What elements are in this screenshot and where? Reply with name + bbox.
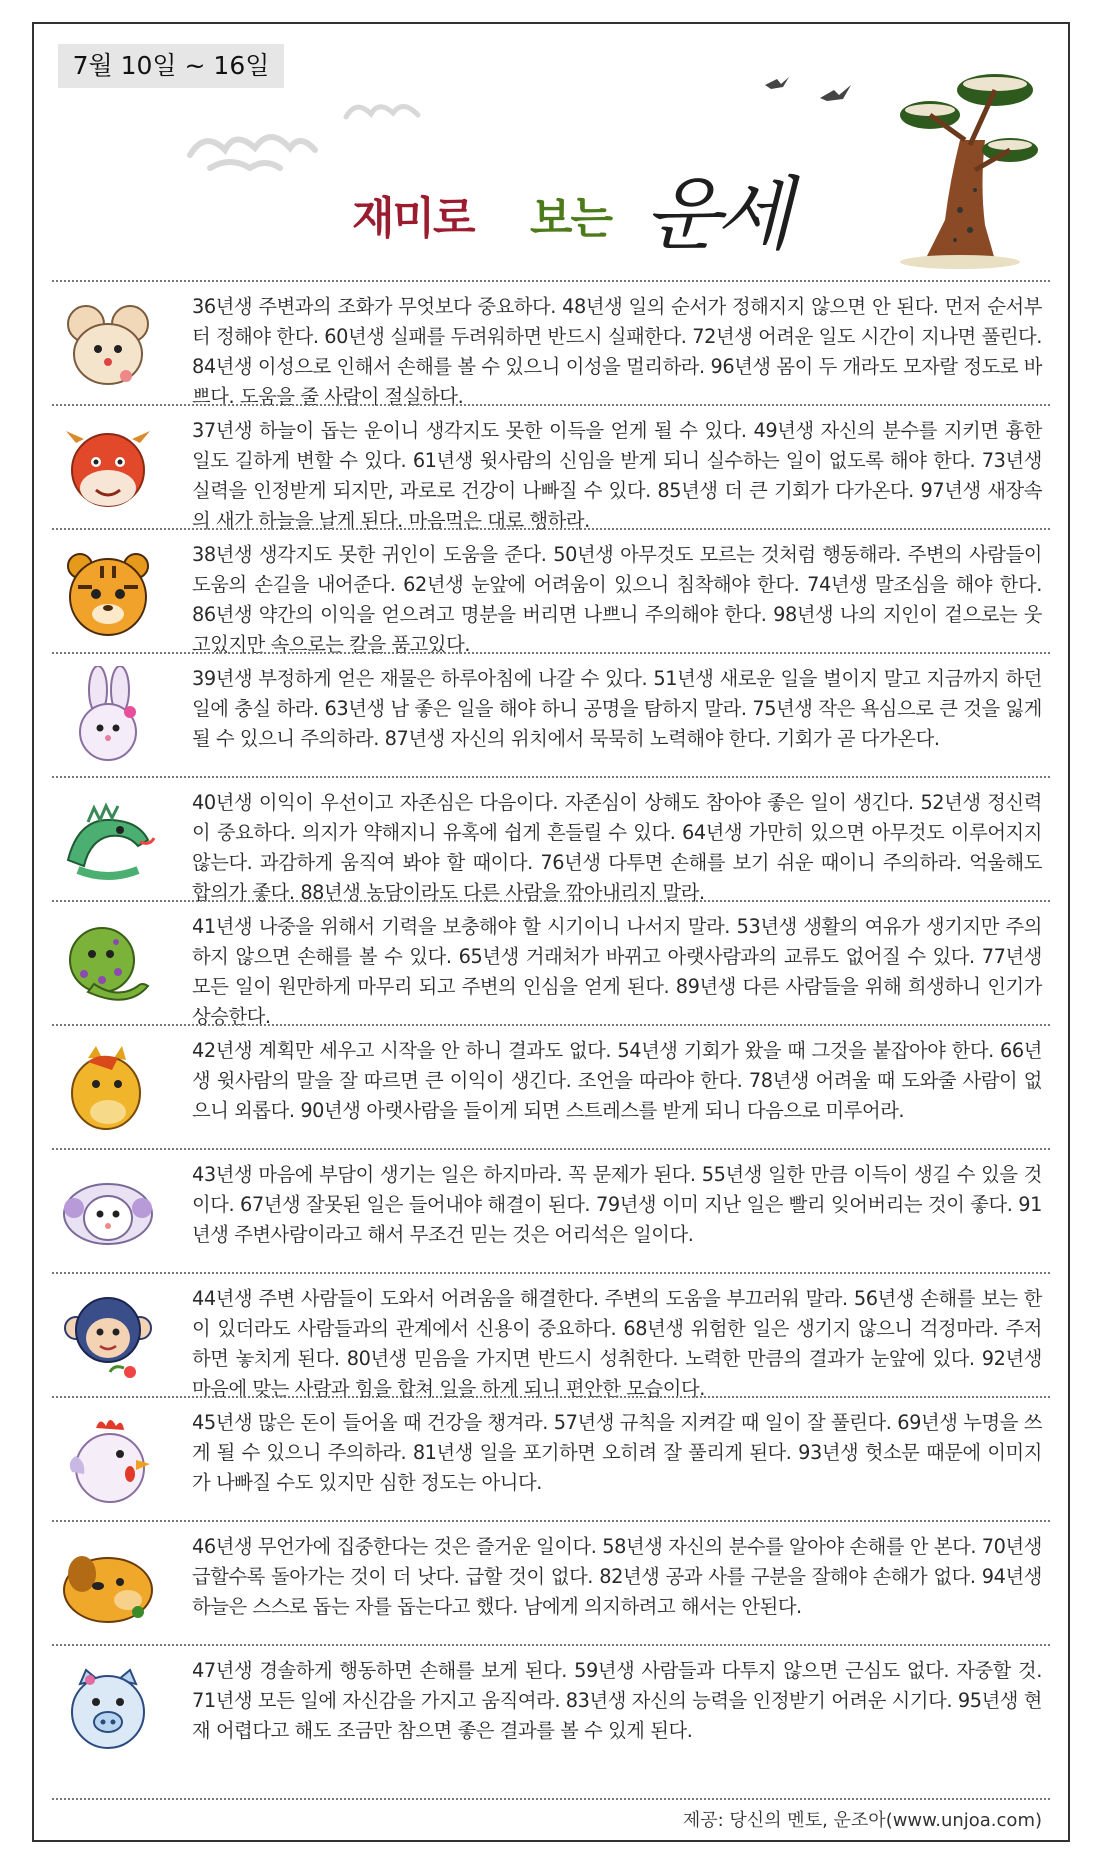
- sheep-icon: [58, 1162, 158, 1262]
- fortune-row-rat: [52, 280, 1050, 408]
- title-part-3: 운세: [644, 168, 787, 261]
- title-part-2: 보는: [530, 193, 612, 244]
- fortune-text: 43년생 마음에 부담이 생기는 일은 하지마라. 꼭 문제가 된다. 55년생 일한 만큼 이득이 생길 수 있을 것이다. 67년생 잘못된 일은 들어내야 해결이 된다. 79년생 이미 지난 일은 빨리 잊어버리는 것이 좋다. 91년생 주변사람이라고 해서 무조건 믿는 것은 어리석은 일이다.: [192, 1163, 1042, 1246]
- fortune-text: 47년생 경솔하게 행동하면 손해를 보게 된다. 59년생 사람들과 다투지 않으면 근심도 없다. 자중할 것. 71년생 모든 일에 자신감을 가지고 움직여라. 83년생 자신의 능력을 인정받기 어려운 시기다. 95년생 현재 어렵다고 해도 조금만 참으면 좋은 결과를 볼 수 있게 된다.: [192, 1659, 1042, 1742]
- fortune-row-dragon: [52, 776, 1050, 904]
- birds-icon: [760, 70, 870, 110]
- fortune-row-ox: [52, 404, 1050, 532]
- fortune-text: 42년생 계획만 세우고 시작을 안 하니 결과도 없다. 54년생 기회가 왔을 때 그것을 붙잡아야 한다. 66년생 윗사람의 말을 잘 따르면 큰 이익이 생긴다. 조언을 따라야 한다. 78년생 어려울 때 도와줄 사람이 없으니 외롭다. 90년생 아랫사람을 들이게 되면 스트레스를 받게 되니 다음으로 미루어라.: [192, 1039, 1042, 1122]
- fortune-text: 36년생 주변과의 조화가 무엇보다 중요하다. 48년생 일의 순서가 정해지지 않으면 안 된다. 먼저 순서부터 정해야 한다. 60년생 실패를 두려워하면 반드시 실패한다. 72년생 어려운 일도 시간이 지나면 풀린다. 84년생 이성으로 인해서 손해를 볼 수 있으니 이성을 멀리하라. 96년생 몸이 두 개라도 모자랄 정도로 바쁘다. 도움을 줄 사람이 절실하다.: [192, 295, 1042, 408]
- monkey-icon: [58, 1286, 158, 1386]
- pig-icon: [58, 1658, 158, 1758]
- fortune-row-rooster: [52, 1396, 1050, 1520]
- credit-text: 제공: 당신의 멘토, 운조아(www.unjoa.com): [682, 1810, 1042, 1831]
- fortune-row-horse: [52, 1024, 1050, 1148]
- dog-icon: [58, 1534, 158, 1634]
- fortune-text: 45년생 많은 돈이 들어올 때 건강을 챙겨라. 57년생 규칙을 지켜갈 때 일이 잘 풀린다. 69년생 누명을 쓰게 될 수 있으니 주의하라. 81년생 일을 포기하면 오히려 잘 풀리게 된다. 93년생 헛소문 때문에 이미지가 나빠질 수도 있지만 심한 정도는 아니다.: [192, 1411, 1042, 1494]
- fortune-list: [52, 280, 1050, 1768]
- rat-icon: [58, 294, 158, 394]
- fortune-text: 40년생 이익이 우선이고 자존심은 다음이다. 자존심이 상해도 참아야 좋은 일이 생긴다. 52년생 정신력이 중요하다. 의지가 약해지니 유혹에 쉽게 흔들릴 수 있다. 64년생 가만히 있으면 아무것도 이루어지지 않는다. 과감하게 움직여 봐야 할 때이다. 76년생 다투면 손해를 보기 쉬운 때이니 주의하라. 억울해도 합의가 좋다. 88년생 농담이라도 다른 사람을 깎아내리지 말라.: [192, 791, 1042, 904]
- fortune-row-sheep: [52, 1148, 1050, 1272]
- fortune-row-dog: [52, 1520, 1050, 1644]
- fortune-row-snake: [52, 900, 1050, 1028]
- date-range-label: 7월 10일 ~ 16일: [58, 44, 284, 88]
- fortune-row-monkey: [52, 1272, 1050, 1400]
- fortune-text: 39년생 부정하게 얻은 재물은 하루아침에 나갈 수 있다. 51년생 새로운 일을 벌이지 말고 지금까지 하던 일에 충실 하라. 63년생 남 좋은 일을 해야 하니 공명을 탐하지 말라. 75년생 작은 욕심으로 큰 것을 잃게 될 수 있으니 주의하라. 87년생 자신의 위치에서 묵묵히 노력해야 한다. 기회가 곧 다가온다.: [192, 667, 1042, 750]
- fortune-row-rabbit: [52, 652, 1050, 776]
- dragon-icon: [58, 790, 158, 890]
- rabbit-icon: [58, 666, 158, 766]
- fortune-text: 41년생 나중을 위해서 기력을 보충해야 할 시기이니 나서지 말라. 53년생 생활의 여유가 생기지만 주의하지 않으면 손해를 볼 수 있다. 65년생 거래처가 바뀌고 아랫사람과의 교류도 없어질 수 있다. 77년생 모든 일이 원만하게 마무리 되고 주변의 인심을 얻게 된다. 89년생 다른 사람들을 위해 희생하니 인기가 상승한다.: [192, 915, 1042, 1028]
- snake-icon: [58, 914, 158, 1014]
- pine-tree-icon: [900, 60, 1040, 270]
- rooster-icon: [58, 1410, 158, 1510]
- tiger-icon: [58, 542, 158, 642]
- ox-icon: [58, 418, 158, 518]
- cloud-decoration-icon: [338, 92, 438, 132]
- horse-icon: [58, 1038, 158, 1138]
- fortune-text: 38년생 생각지도 못한 귀인이 도움을 준다. 50년생 아무것도 모르는 것처럼 행동해라. 주변의 사람들이 도움의 손길을 내어준다. 62년생 눈앞에 어려움이 있으니 침착해야 한다. 74년생 말조심을 해야 한다. 86년생 약간의 이익을 얻으려고 명분을 버리면 나쁘니 주의해야 한다. 98년생 나의 지인이 겉으로는 웃고있지만 속으로는 칼을 품고있다.: [192, 543, 1042, 656]
- fortune-text: 37년생 하늘이 돕는 운이니 생각지도 못한 이득을 얻게 될 수 있다. 49년생 자신의 분수를 지키면 흉한 일도 길하게 변할 수 있다. 61년생 윗사람의 신임을 받게 되니 실수하는 일이 없도록 해야 한다. 73년생 실력을 인정받게 되지만, 과로로 건강이 나빠질 수 있다. 85년생 더 큰 기회가 다가온다. 97년생 새장속의 새가 하늘을 날게 된다. 마음먹은 대로 행하라.: [192, 419, 1042, 532]
- fortune-text: 44년생 주변 사람들이 도와서 어려움을 해결한다. 주변의 도움을 부끄러워 말라. 56년생 손해를 보는 한이 있더라도 사람들과의 관계에서 신용이 중요하다. 68년생 위험한 일은 생기지 않으니 걱정마라. 주저하면 놓치게 된다. 80년생 믿음을 가지면 반드시 성취한다. 노력한 만큼의 결과가 눈앞에 있다. 92년생 마음에 맞는 사람과 힘을 합쳐 일을 하게 되니 편안한 모습이다.: [192, 1287, 1042, 1400]
- page-title: [352, 160, 832, 261]
- title-part-1: 재미로: [352, 193, 474, 244]
- fortune-row-pig: [52, 1644, 1050, 1768]
- fortune-row-tiger: [52, 528, 1050, 656]
- footer-divider: [52, 1798, 1050, 1800]
- fortune-text: 46년생 무언가에 집중한다는 것은 즐거운 일이다. 58년생 자신의 분수를 알아야 손해를 안 본다. 70년생 급할수록 돌아가는 것이 더 낫다. 급할 것이 없다. 82년생 공과 사를 구분을 잘해야 손해가 없다. 94년생 하늘은 스스로 돕는 자를 돕는다고 했다. 남에게 의지하려고 해서는 안된다.: [192, 1535, 1042, 1618]
